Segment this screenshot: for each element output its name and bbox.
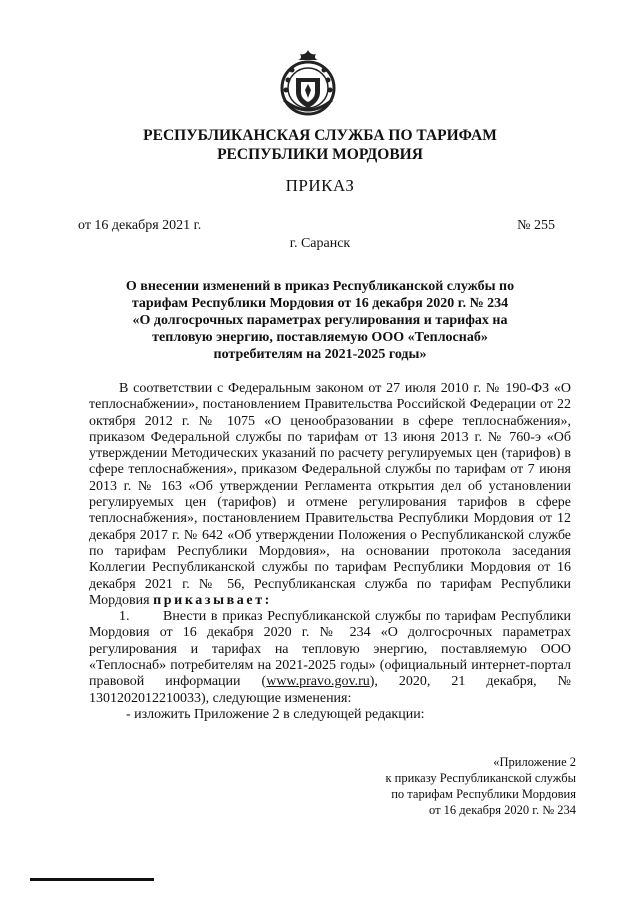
preamble-text: В соответствии с Федеральным законом от 27 июля 2010 г. № 190-ФЗ «О теплоснабжении», постановлением Правительства Российской Федерации от 22 октября 2012 г. № 1075 «О ценообразовании в сфере теплоснабжения», приказом Федеральной службы по тарифам от 13 июня 2013 г. № 760-э «Об утверждении Методических указаний по расчету регулируемых цен (тарифов) в сфере теплоснабжения», приказом Федеральной службы по тарифам от 7 июня 2013 г. № 163 «Об утверждении Регламента открытия дел об установлении регулируемых цен (тарифов) и отмене регулирования тарифов в сфере теплоснабжения», постановлением Правительства Республики Мордовия от 12 декабря 2017 г. № 642 «Об утверждении Положения о Республиканской службе по тарифам Республики Мордовия», на основании протокола заседания Коллегии Республиканской службы по тарифам Республики Мордовия от 16 декабря 2021 г. № 56, Республиканская служба по тарифам Республики Мордовия — [89, 381, 571, 608]
document-title — [100, 278, 540, 363]
document-body — [89, 381, 571, 723]
item-1-text-a: Внести в приказ Республиканской службы по тарифам Республики Мордовия от 16 декабря 2020 г. № 234 «О долгосрочных параметрах регулирования и тарифах на тепловую энергию, поставляемую ООО «Теплоснаб» потребителям на 2021-2025 годы» (официальный интернет-портал правовой информации ( — [89, 609, 571, 690]
appendix-line-1: «Приложение 2 — [493, 755, 576, 769]
document-city: г. Саранск — [289, 236, 351, 251]
item-1-paragraph — [89, 609, 571, 707]
order-word: приказывает: — [153, 592, 272, 608]
document-date: от 16 декабря 2021 г. — [78, 218, 202, 233]
pravo-link[interactable]: www.pravo.gov.ru — [266, 674, 370, 690]
title-line-5: потребителям на 2021-2025 годы» — [213, 347, 427, 362]
preamble-paragraph — [89, 381, 571, 609]
title-line-4: тепловую энергию, поставляемую ООО «Теплоснаб» — [152, 330, 488, 345]
title-line-2: тарифам Республики Мордовия от 16 декабря 2020 г. № 234 — [131, 296, 509, 311]
organization-name — [0, 126, 640, 164]
appendix-header — [385, 754, 576, 818]
item-1-number: 1. — [119, 609, 130, 625]
appendix-line-4: от 16 декабря 2020 г. № 234 — [428, 803, 576, 817]
footer-rule — [30, 878, 154, 881]
title-line-1: О внесении изменений в приказ Республиканской службы по — [125, 279, 515, 294]
appendix-line-2: к приказу Республиканской службы — [385, 771, 576, 785]
org-line-2: РЕСПУБЛИКИ МОРДОВИЯ — [217, 146, 423, 163]
document-type: ПРИКАЗ — [285, 176, 355, 195]
item-1-text-b: ), 2020, 21 декабря, № 1301202012210033), следующие изменения: — [89, 674, 571, 706]
org-line-1: РЕСПУБЛИКАНСКАЯ СЛУЖБА ПО ТАРИФАМ — [143, 127, 497, 144]
appendix-line-3: по тарифам Республики Мордовия — [391, 787, 576, 801]
coat-of-arms-emblem — [276, 48, 340, 120]
title-line-3: «О долгосрочных параметрах регулирования и тарифах на — [132, 313, 508, 328]
document-number: № 255 — [517, 218, 555, 233]
bullet-item: - изложить Приложение 2 в следующей редакции: — [126, 706, 425, 722]
